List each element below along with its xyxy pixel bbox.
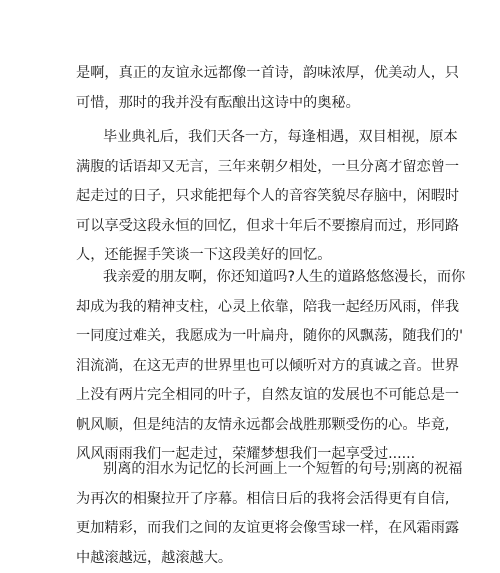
- text-line: 更加精彩，而我们之间的友谊更将会像雪球一样，在风霜雨露: [76, 514, 462, 544]
- text-line: 可以享受这段永恒的回忆，但求十年后不要擦肩而过，形同路: [76, 212, 459, 242]
- text-line: 可惜，那时的我并没有酝酿出这诗中的奥秘。: [76, 89, 459, 119]
- text-line: 满腹的话语却又无言，三年来朝夕相处，一旦分离才留恋曾一: [76, 153, 459, 183]
- paragraph-2: [76, 123, 459, 271]
- text-line: 泪流淌，在这无声的世界里也可以倾听对方的真诚之音。世界: [76, 352, 465, 382]
- text-line: 帆风顺，但是纯洁的友情永远都会战胜那颗受伤的心。毕竟,: [76, 411, 465, 441]
- paragraph-4: [76, 455, 462, 573]
- text-line: 却成为我的精神支柱，心灵上依靠，陪我一起经历风雨，伴我: [76, 293, 465, 323]
- paragraph-3: [76, 263, 465, 470]
- text-line: 上没有两片完全相同的叶子，自然友谊的发展也不可能总是一: [76, 381, 465, 411]
- text-line: 是啊，真正的友谊永远都像一首诗，韵味浓厚，优美动人，只: [76, 59, 459, 89]
- text-line: 起走过的日子，只求能把每个人的音容笑貌尽存脑中，闲暇时: [76, 182, 459, 212]
- text-line: 毕业典礼后，我们天各一方，每逢相遇，双目相视，原本: [76, 123, 459, 153]
- text-line: 为再次的相聚拉开了序幕。相信日后的我将会活得更有自信,: [76, 485, 462, 515]
- text-line: 风风雨雨我们一起走过，荣耀梦想我们一起享受过......: [76, 440, 465, 470]
- text-line: 人，还能握手笑谈一下这段美好的回忆。: [76, 241, 459, 271]
- text-line: 一同度过难关，我愿成为一叶扁舟，随你的风飘荡，随我们的': [76, 322, 465, 352]
- text-line: 我亲爱的朋友啊，你还知道吗?人生的道路悠悠漫长，而你: [76, 263, 465, 293]
- text-line: 中越滚越远，越滚越大。: [76, 544, 462, 573]
- text-line: 别离的泪水为记忆的长河画上一个短暂的句号;别离的祝福: [76, 455, 462, 485]
- paragraph-1: [76, 59, 459, 118]
